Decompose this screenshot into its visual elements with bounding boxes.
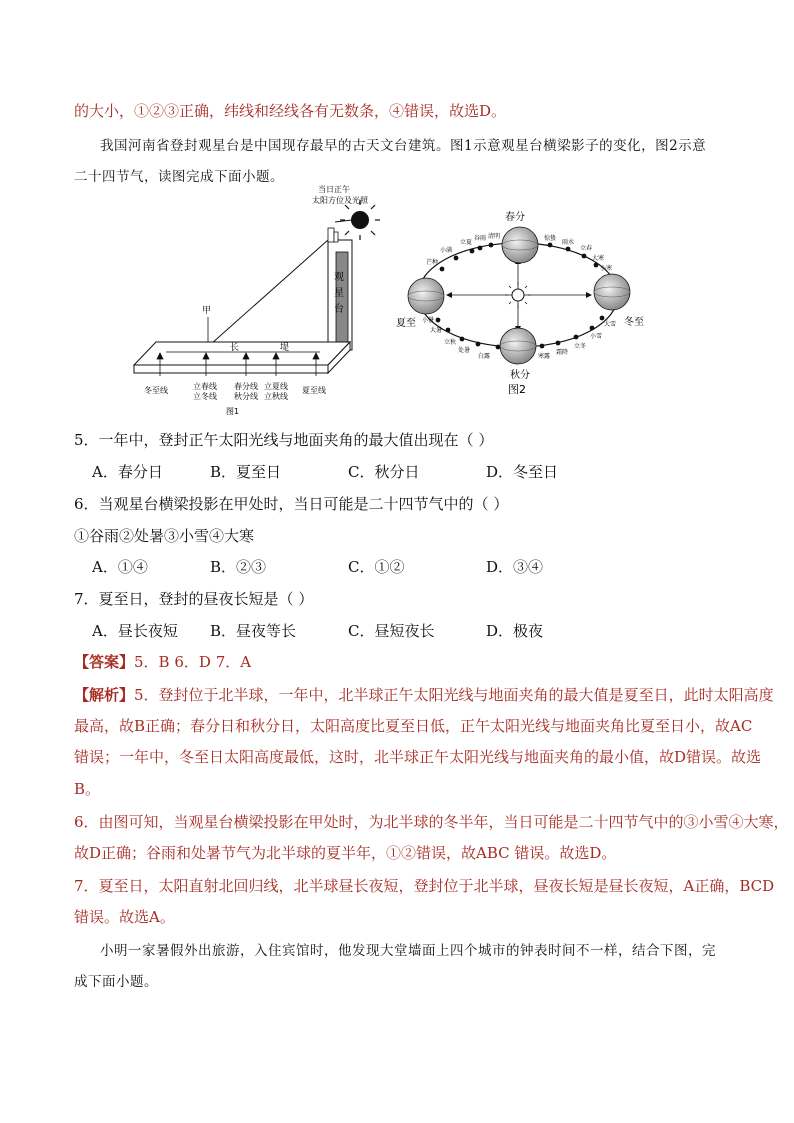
q7-option-d: D．极夜 bbox=[486, 622, 544, 640]
term-dahan: 大寒 bbox=[592, 255, 605, 262]
q5-option-d: D．冬至日 bbox=[486, 463, 559, 481]
term-xiaoshu: 小暑 bbox=[422, 317, 435, 324]
term-xiaohan: 小寒 bbox=[600, 265, 613, 272]
q7-option-a: A．昼长夜短 bbox=[92, 622, 178, 640]
question-6-items: ①谷雨②处暑③小雪④大寒 bbox=[74, 527, 255, 545]
chang-label: 长 bbox=[230, 343, 240, 353]
outro-text-line2: 成下面小题。 bbox=[74, 974, 158, 990]
answer-tag: 【答案】 bbox=[74, 653, 135, 671]
intro-text-line2: 二十四节气，读图完成下面小题。 bbox=[74, 169, 284, 185]
term-dashu: 大暑 bbox=[430, 327, 443, 334]
analysis-7-line2: 错误。故选A。 bbox=[74, 908, 175, 926]
q5-option-a: A．春分日 bbox=[92, 463, 163, 481]
mark-qiufen: 秋分线 bbox=[234, 392, 258, 401]
fig2-caption: 图2 bbox=[508, 383, 526, 396]
q6-option-a: A．①④ bbox=[92, 558, 148, 576]
question-7-stem: 7．夏至日，登封的昼夜长短是（ ） bbox=[74, 590, 314, 608]
analysis-6-line1: 6．由图可知，当观星台横梁投影在甲处时，为北半球的冬半年，当日可能是二十四节气中的③小雪④大寒， bbox=[74, 813, 789, 831]
term-shuangjiang: 霜降 bbox=[556, 349, 569, 356]
analysis-5-line2: 最高，故B正确；春分日和秋分日，太阳高度比夏至日低，正午太阳光线与地面夹角比夏至日小，故AC bbox=[74, 717, 753, 735]
term-lidong: 立冬 bbox=[574, 343, 587, 350]
analysis-tag: 【解析】 bbox=[74, 686, 135, 704]
term-jingzhe: 惊蛰 bbox=[544, 235, 557, 242]
analysis-5-line1 bbox=[74, 685, 774, 705]
label-chunfen: 春分 bbox=[505, 212, 525, 223]
answer-line bbox=[74, 652, 251, 672]
term-lichun: 立春 bbox=[580, 245, 593, 252]
analysis-7-line1: 7．夏至日，太阳直射北回归线，北半球昼长夜短，登封位于北半球，昼夜长短是昼长夜短，A正确，BCD bbox=[74, 877, 775, 895]
question-5-stem: 5．一年中，登封正午太阳光线与地面夹角的最大值出现在（ ） bbox=[74, 431, 494, 449]
earth-xiazhi-icon bbox=[408, 278, 444, 314]
q6-option-d: D．③④ bbox=[486, 558, 544, 576]
term-xiaoxue: 小雪 bbox=[590, 333, 603, 340]
earth-dongzhi-icon bbox=[594, 274, 630, 310]
tower-char-2: 星 bbox=[334, 288, 344, 299]
mark-liqiu: 立秋线 bbox=[264, 392, 288, 401]
term-daxue: 大雪 bbox=[604, 321, 617, 328]
analysis-5-text1: 5．登封位于北半球，一年中，北半球正午太阳光线与地面夹角的最大值是夏至日，此时太阳高度 bbox=[134, 686, 774, 704]
mark-lidong: 立冬线 bbox=[193, 392, 217, 401]
intro-text-line1: 我国河南省登封观星台是中国现存最早的古天文台建筑。图1示意观星台横梁影子的变化，图2示意 bbox=[100, 138, 707, 154]
figure-1-observatory-shadow bbox=[130, 180, 390, 420]
term-bailu: 白露 bbox=[478, 353, 491, 360]
term-qingming: 清明 bbox=[488, 233, 501, 240]
label-xiazhi: 夏至 bbox=[396, 318, 416, 329]
analysis-5-line3: 错误；一年中，冬至日太阳高度最低，这时，北半球正午太阳光线与地面夹角的最小值，故D错误。故选 bbox=[74, 748, 762, 766]
figure-2-solar-terms-orbit bbox=[396, 200, 650, 410]
term-yushui: 雨水 bbox=[562, 239, 575, 246]
term-lixia: 立夏 bbox=[460, 239, 473, 246]
outro-text-line1: 小明一家暑假外出旅游，入住宾馆时，他发现大堂墙面上四个城市的钟表时间不一样，结合下图，完 bbox=[100, 943, 716, 959]
analysis-6-line2: 故D正确；谷雨和处暑节气为北半球的夏半年，①②错误，故ABC 错误。故选D。 bbox=[74, 844, 617, 862]
q7-option-c: C．昼短夜长 bbox=[348, 622, 435, 640]
label-dongzhi: 冬至 bbox=[624, 317, 644, 328]
di-label: 堤 bbox=[280, 343, 290, 353]
sun-label-2: 太阳方位及光照 bbox=[312, 196, 368, 205]
label-qiufen: 秋分 bbox=[510, 370, 530, 381]
mark-chunfen: 春分线 bbox=[234, 382, 258, 391]
earth-chunfen-icon bbox=[502, 227, 538, 263]
tower-char-1: 观 bbox=[334, 272, 344, 283]
mark-xiazhi: 夏至线 bbox=[302, 386, 326, 395]
q5-option-b: B．夏至日 bbox=[210, 463, 282, 481]
fig1-caption: 图1 bbox=[226, 407, 240, 416]
answer-text: 5．B 6．D 7．A bbox=[134, 653, 252, 671]
term-liqiu: 立秋 bbox=[444, 339, 457, 346]
mark-dongzhi: 冬至线 bbox=[144, 386, 168, 395]
sun-label-1: 当日正午 bbox=[318, 185, 350, 194]
term-mangzhong: 芒种 bbox=[426, 259, 439, 266]
analysis-5-line4: B。 bbox=[74, 780, 101, 798]
q5-option-c: C．秋分日 bbox=[348, 463, 420, 481]
mark-lichun: 立春线 bbox=[193, 382, 217, 391]
question-6-stem: 6．当观星台横梁投影在甲处时，当日可能是二十四节气中的（ ） bbox=[74, 495, 509, 513]
term-guyu: 谷雨 bbox=[474, 235, 487, 242]
term-xiaoman: 小满 bbox=[440, 247, 453, 254]
term-hanlu: 寒露 bbox=[538, 353, 551, 360]
tower-char-3: 台 bbox=[334, 304, 344, 315]
q7-option-b: B．昼夜等长 bbox=[210, 622, 297, 640]
mark-lixia: 立夏线 bbox=[264, 382, 288, 391]
q6-option-b: B．②③ bbox=[210, 558, 267, 576]
sun-icon bbox=[340, 200, 380, 240]
earth-qiufen-icon bbox=[500, 328, 536, 364]
q6-option-c: C．①② bbox=[348, 558, 405, 576]
term-chushu: 处暑 bbox=[458, 347, 471, 354]
jia-label: 甲 bbox=[202, 306, 212, 316]
analysis-continuation: 的大小，①②③正确，纬线和经线各有无数条，④错误，故选D。 bbox=[74, 102, 507, 120]
